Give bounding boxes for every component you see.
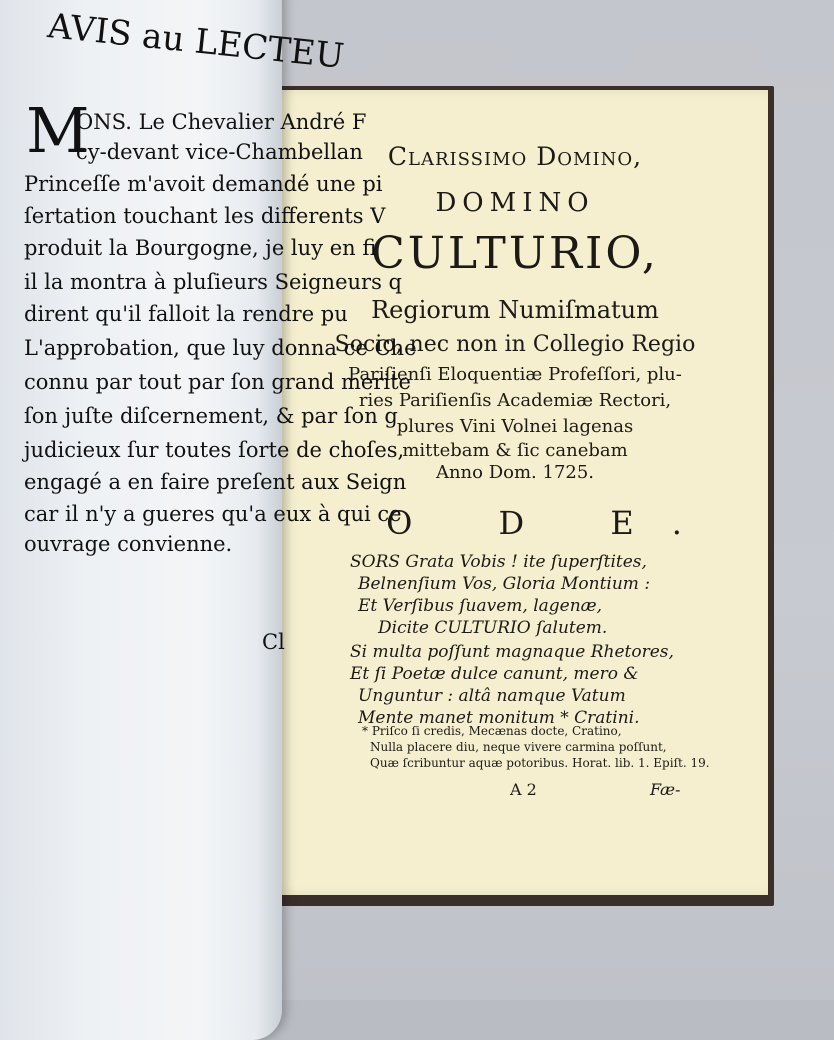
left-line: produit la Bourgogne, je luy en fi bbox=[24, 236, 377, 260]
left-catchword: Cl bbox=[262, 630, 285, 654]
dedication-date: Anno Dom. 1725. bbox=[435, 462, 595, 483]
left-line: judicieux ſur toutes ſorte de choſes, bbox=[24, 438, 405, 462]
left-line: ſertation touchant les differents V bbox=[24, 204, 386, 228]
left-line: connu par tout par ſon grand merite bbox=[24, 370, 411, 394]
left-line: dirent qu'il falloit la rendre pu bbox=[24, 302, 348, 326]
dedication-name: CULTURIO, bbox=[371, 228, 659, 279]
left-line: ONS. Le Chevalier André F bbox=[76, 110, 367, 134]
poem-line: Belnenſium Vos, Gloria Montium : bbox=[358, 574, 651, 594]
catchword: Fæ- bbox=[650, 780, 681, 799]
dedication-line-6: Pariſienſi Eloquentiæ Profeſſori, plu- bbox=[348, 364, 682, 385]
left-line: Princeſſe m'avoit demandé une pi bbox=[24, 172, 383, 196]
left-heading: AVIS au LECTEU bbox=[45, 6, 346, 77]
poem-line: Mente manet monitum * Cratini. bbox=[358, 708, 640, 728]
left-line: ouvrage convienne. bbox=[24, 532, 233, 556]
poem-line: Dicite CULTURIO ſalutem. bbox=[378, 618, 608, 638]
footnote-line: Nulla placere diu, neque vivere carmina poſſunt, bbox=[370, 740, 667, 754]
poem-line: Et ſi Poetæ dulce canunt, mero & bbox=[350, 664, 639, 684]
left-line: cy-devant vice-Chambellan bbox=[76, 140, 363, 164]
poem-line: Unguntur : altâ namque Vatum bbox=[358, 686, 626, 706]
ode-heading: O D E. bbox=[386, 504, 720, 542]
page-signature: A 2 bbox=[510, 780, 537, 799]
poem-line: SORS Grata Vobis ! ite ſuperſtites, bbox=[350, 552, 647, 572]
footnote-line: Quæ ſcribuntur aquæ potoribus. Horat. lib. 1. Epiſt. 19. bbox=[370, 756, 710, 770]
dedication-line-7: ries Pariſienſis Academiæ Rectori, bbox=[358, 390, 672, 411]
left-page-text bbox=[0, 0, 417, 1000]
dedication-line-5: Socio, nec non in Collegio Regio bbox=[334, 332, 696, 357]
dedication-line-2: DOMINO bbox=[435, 188, 595, 218]
poem-line: Et Verſibus ſuavem, lagenæ, bbox=[358, 596, 603, 616]
footnote-line: * Priſco ſi credis, Mecænas docte, Cratino, bbox=[362, 724, 622, 738]
dedication-line-8: plures Vini Volnei lagenas bbox=[396, 416, 634, 437]
left-line: engagé a en faire preſent aux Seign bbox=[24, 470, 407, 494]
dedication-line-1: Clarissimo Domino, bbox=[387, 142, 643, 171]
left-line: ſon juſte diſcernement, & par ſon g bbox=[24, 404, 398, 428]
dedication-line-4: Regiorum Numiſmatum bbox=[371, 296, 659, 324]
left-line: L'approbation, que luy donna ce Che bbox=[24, 336, 417, 360]
poem-line: Si multa poſſunt magnaque Rhetores, bbox=[350, 642, 674, 662]
left-line: il la montra à pluſieurs Seigneurs q bbox=[24, 270, 402, 294]
drop-cap: M bbox=[26, 94, 90, 167]
dedication-line-9: mittebam & ſic canebam bbox=[402, 440, 628, 461]
left-line: car il n'y a gueres qu'a eux à qui ce bbox=[24, 502, 402, 526]
